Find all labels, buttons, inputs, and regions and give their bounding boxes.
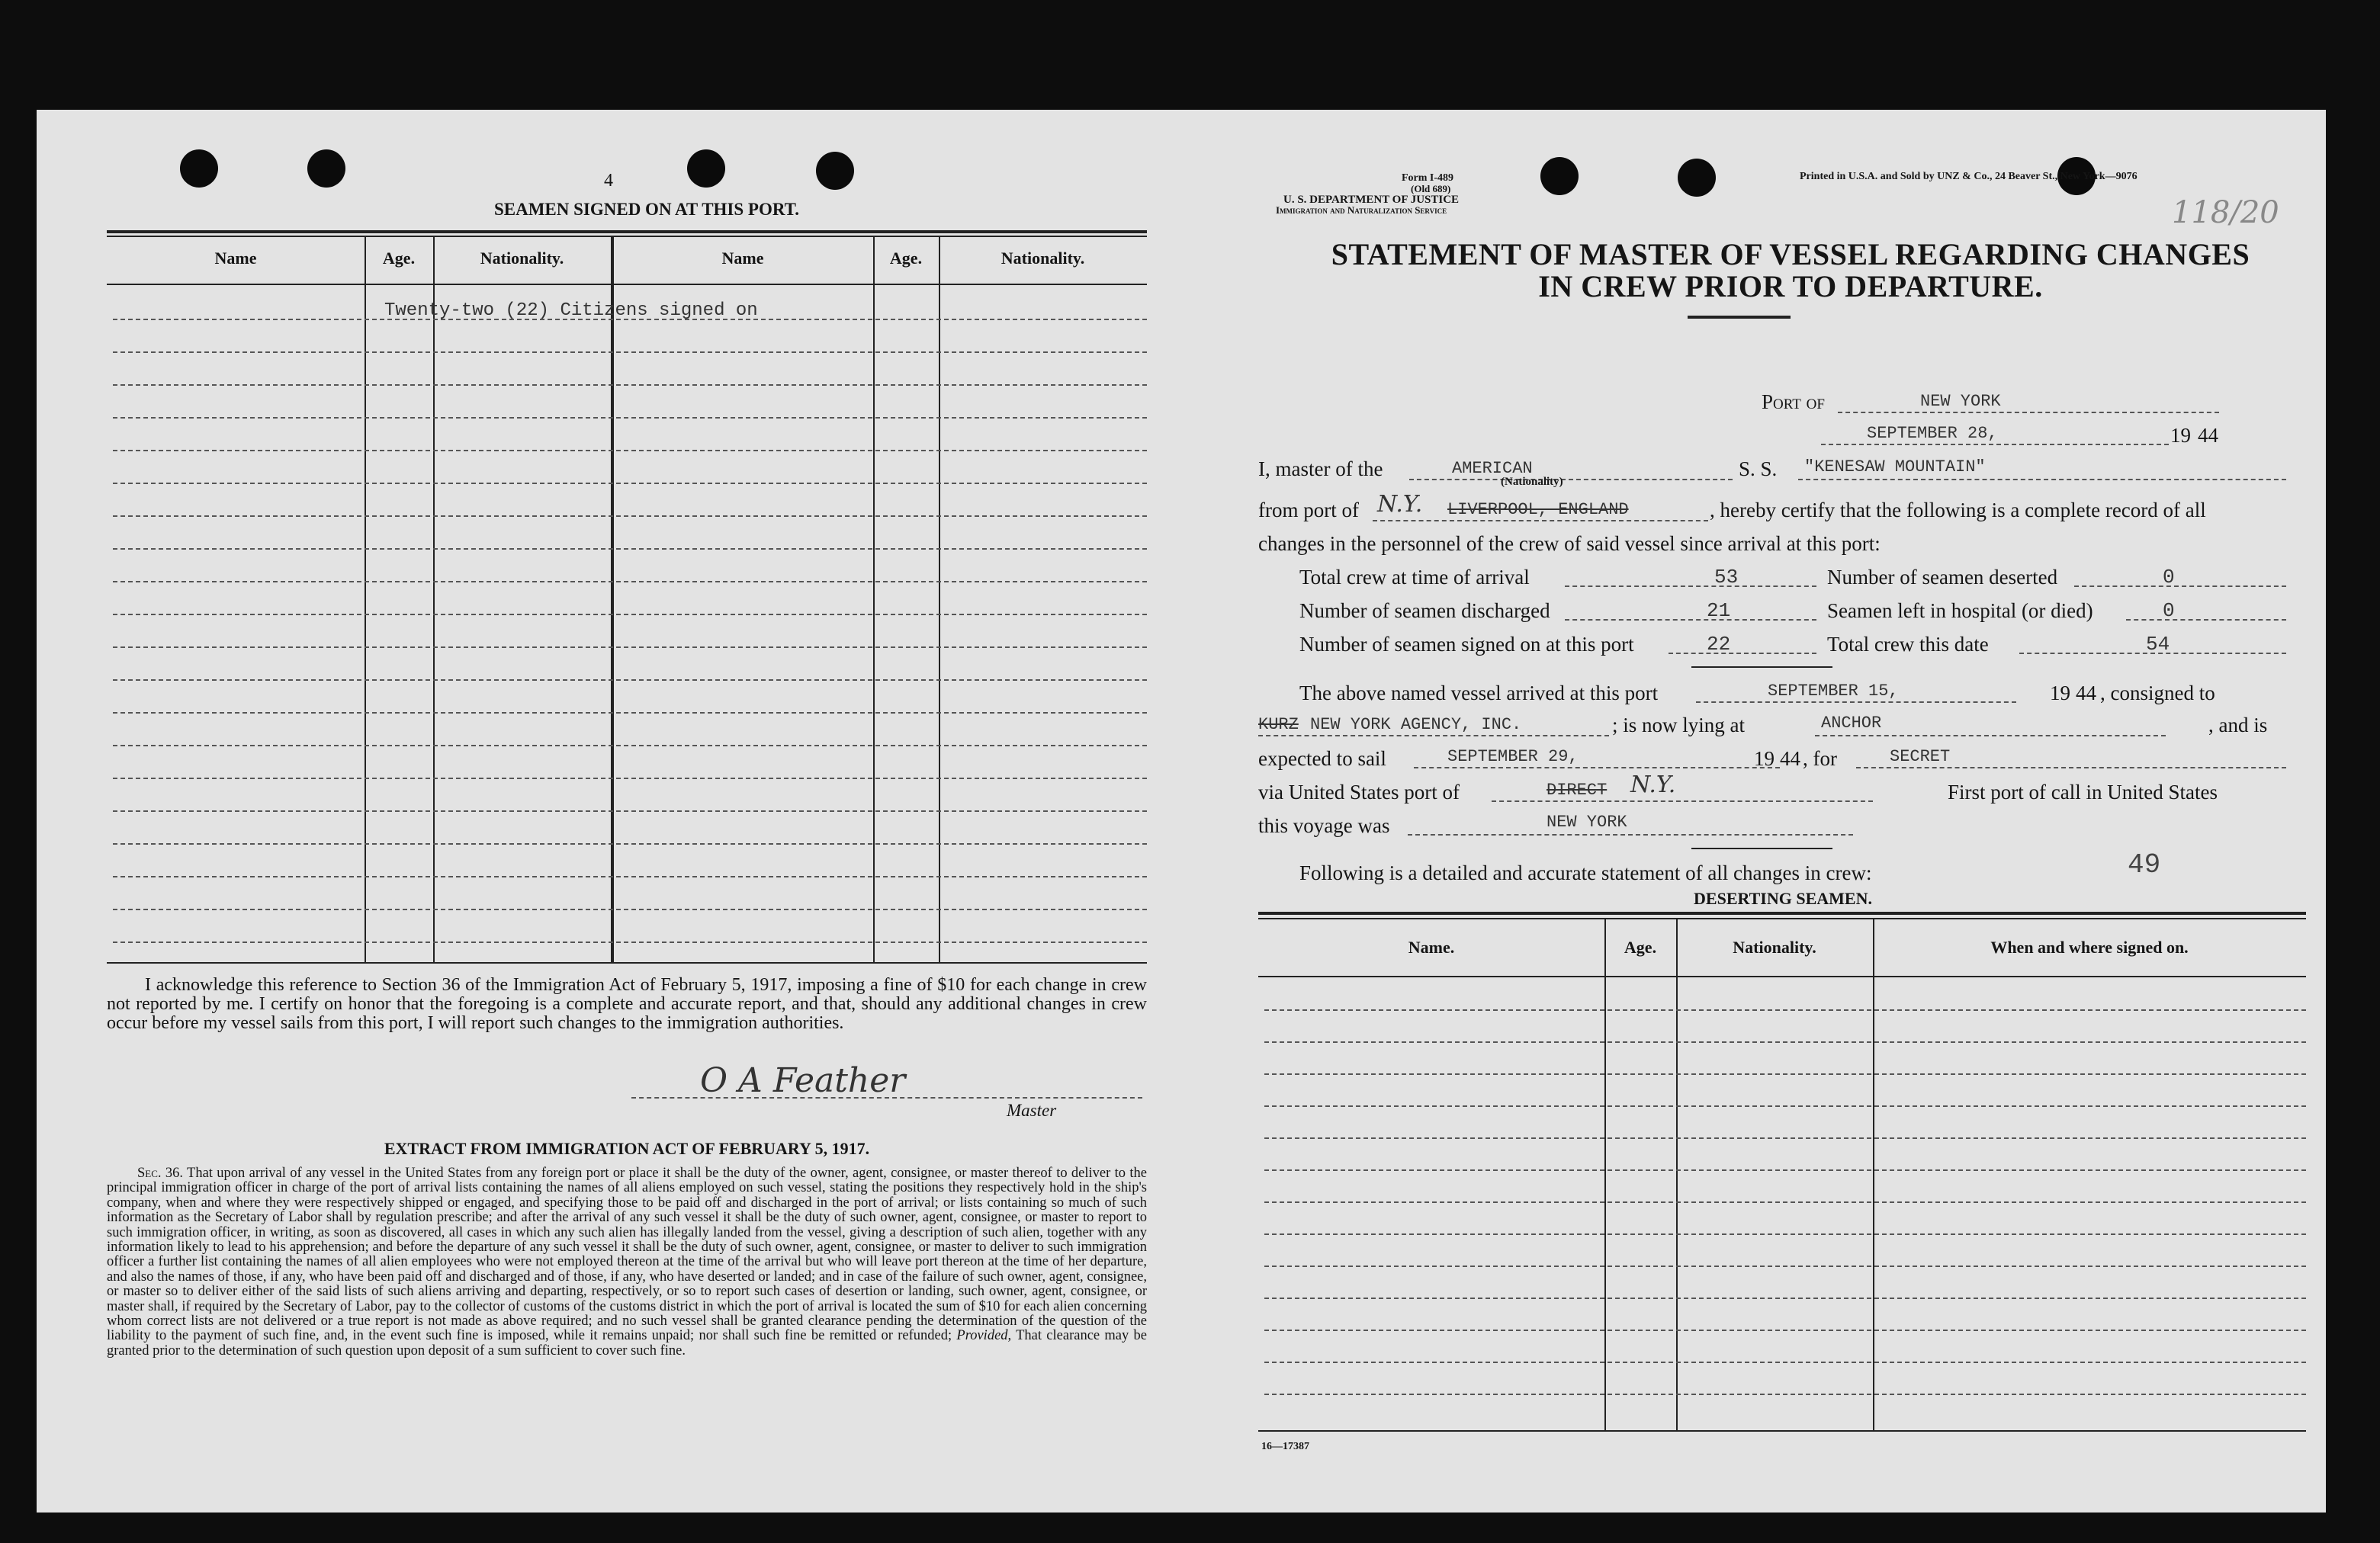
arrived-line: [1696, 701, 2016, 703]
deserting-row-line: [1264, 1009, 2306, 1011]
discharged-label: Number of seamen discharged: [1299, 599, 1550, 622]
table-header-rule: [107, 284, 1147, 285]
row-line: [113, 876, 1147, 877]
column-divider: [611, 236, 614, 964]
signed-on-value: 22: [1707, 633, 1731, 656]
row-line: [113, 581, 1147, 582]
title-underline: [1688, 316, 1791, 319]
extract-heading: EXTRACT FROM IMMIGRATION ACT OF FEBRUARY 5, 1917.: [384, 1139, 870, 1158]
table-top-rule-2: [107, 236, 1147, 237]
column-divider: [873, 236, 875, 964]
row-line: [113, 843, 1147, 845]
printer-credit: Printed in U.S.A. and Sold by UNZ & Co., 24 Beaver St., New York—9076: [1800, 171, 2138, 182]
form-number: Form I-489: [1402, 172, 1454, 184]
column-header-name: Name: [214, 249, 257, 268]
consigned-label: , consigned to: [2100, 682, 2215, 704]
section-label: Sec. 36.: [137, 1166, 183, 1181]
document-sheet: [37, 110, 2326, 1513]
date-line: [1821, 444, 2169, 445]
port-line: [1838, 412, 2219, 413]
column-header-name: Name: [721, 249, 764, 268]
total-date-value: 54: [2146, 633, 2170, 656]
row-line: [113, 942, 1147, 943]
page-number: 4: [604, 171, 613, 191]
sail-date-line: [1414, 767, 1780, 768]
voyage-value: NEW YORK: [1547, 813, 1627, 832]
column-header-age: Age.: [889, 249, 923, 268]
column-header-nationality: Nationality.: [480, 249, 564, 268]
total-arrival-value: 53: [1714, 566, 1739, 589]
form-title-line2: IN CREW PRIOR TO DEPARTURE.: [1538, 269, 2043, 303]
discharged-line: [1565, 619, 1816, 621]
punch-hole: [307, 149, 345, 188]
master-prefix: I, master of the: [1258, 457, 1383, 480]
year-prefix: 19: [2170, 424, 2191, 447]
extract-text: [107, 1166, 1147, 1359]
deserting-column-age: Age.: [1624, 938, 1657, 957]
master-label: Master: [1007, 1101, 1057, 1120]
year-value: 44: [2198, 424, 2218, 447]
form-old-number: (Old 689): [1411, 183, 1451, 194]
from-port-line: [1373, 520, 1708, 521]
from-port-handwritten: N.Y.: [1377, 491, 1423, 518]
signed-on-line: [1669, 653, 1816, 654]
destination-line: [1856, 767, 2286, 768]
department-name: U. S. DEPARTMENT OF JUSTICE: [1283, 194, 1460, 206]
consignee-line: [1258, 735, 1609, 736]
row-line: [113, 909, 1147, 910]
hospital-line: [2126, 619, 2286, 621]
via-label: via United States port of: [1258, 781, 1460, 804]
deserting-header-rule: [1258, 976, 2306, 977]
arrived-date: SEPTEMBER 15,: [1768, 682, 1899, 701]
arrived-prefix: The above named vessel arrived at this port: [1299, 682, 1659, 704]
column-divider: [365, 236, 366, 964]
deserting-bottom-rule: [1258, 1430, 2306, 1432]
first-port-label: First port of call in United States: [1948, 781, 2218, 804]
row-line: [113, 679, 1147, 681]
extract-tail: That clearance may be granted prior to the determination of such question upon deposit of a sum sufficient to cover such fine.: [107, 1328, 1148, 1359]
via-handwritten: N.Y.: [1630, 772, 1676, 798]
deserting-column-signed-on: When and where signed on.: [1990, 938, 2189, 957]
signature-line: [631, 1097, 1142, 1099]
deserting-row-line: [1264, 1105, 2306, 1107]
deserting-column-divider: [1676, 918, 1678, 1432]
vessel-name: "KENESAW MOUNTAIN": [1804, 457, 1986, 476]
stats-total-rule: [1691, 666, 1832, 668]
acknowledgment-text: I acknowledge this reference to Section 36 of the Immigration Act of February 5, 1917, imposing a fine of $10 for each change in crew not reported by me. I certify on honor that the foregoing is a complete and accurate report, and that, should any additional changes in crew occur before my vessel sails from this port, I will report such changes to the immigration authorities.: [107, 975, 1147, 1033]
deserting-row-line: [1264, 1041, 2306, 1043]
discharged-value: 21: [1707, 599, 1731, 622]
row-line: [113, 450, 1147, 451]
following-text: Following is a detailed and accurate statement of all changes in crew:: [1299, 861, 1872, 884]
total-arrival-line: [1565, 585, 1816, 587]
from-port-struck: LIVERPOOL, ENGLAND: [1447, 500, 1629, 519]
nationality-line: [1409, 479, 1733, 480]
deserting-column-divider: [1604, 918, 1606, 1432]
via-line: [1492, 800, 1873, 802]
deserted-label: Number of seamen deserted: [1827, 566, 2058, 589]
arrived-year: 44: [2076, 682, 2096, 704]
section-heading: SEAMEN SIGNED ON AT THIS PORT.: [493, 200, 800, 219]
voyage-line: [1408, 834, 1853, 836]
provided-label: Provided,: [956, 1328, 1012, 1344]
deserting-row-line: [1264, 1298, 2306, 1299]
master-signature: O A Feather: [700, 1061, 906, 1100]
sail-year: 44: [1780, 747, 1800, 770]
punch-hole: [180, 149, 218, 188]
footer-code: 16—17387: [1261, 1441, 1309, 1452]
lying-value: ANCHOR: [1821, 714, 1882, 733]
row-line: [113, 810, 1147, 812]
deserting-table-top-rule-2: [1258, 918, 2306, 919]
deserting-row-line: [1264, 1201, 2306, 1203]
deserting-column-name: Name.: [1408, 938, 1455, 957]
service-name: Immigration and Naturalization Service: [1276, 204, 1447, 216]
corner-note: 118/20: [2172, 195, 2279, 230]
deserting-column-divider: [1873, 918, 1874, 1432]
row-line: [113, 515, 1147, 517]
nationality-caption: (Nationality): [1501, 476, 1563, 488]
consignee-struck: KURZ: [1258, 715, 1299, 734]
total-arrival-label: Total crew at time of arrival: [1299, 566, 1530, 589]
table-top-rule: [107, 230, 1147, 233]
crew-entry: Twenty-two (22) Citizens signed on: [384, 300, 758, 321]
deserting-row-line: [1264, 1169, 2306, 1171]
deserted-value: 0: [2163, 566, 2175, 589]
port-label: Port of: [1762, 390, 1825, 413]
row-line: [113, 745, 1147, 746]
voyage-label: this voyage was: [1258, 814, 1390, 837]
stamp-number: 49: [2128, 849, 2161, 881]
certify-text: , hereby certify that the following is a complete record of all: [1710, 499, 2206, 521]
row-line: [113, 646, 1147, 648]
arrived-year-prefix: 19: [2050, 682, 2070, 704]
deserting-row-line: [1264, 1233, 2306, 1235]
row-line: [113, 483, 1147, 484]
consignee-value: NEW YORK AGENCY, INC.: [1310, 715, 1522, 734]
deserting-heading: DESERTING SEAMEN.: [1694, 889, 1872, 908]
lying-label: ; is now lying at: [1612, 714, 1745, 736]
date-value: SEPTEMBER 28,: [1867, 424, 1998, 443]
column-header-nationality: Nationality.: [1000, 249, 1085, 268]
extract-body: That upon arrival of any vessel in the United States from any foreign port or place it shall be the duty of the owner, agent, consignee, or master thereof to deliver to the principal immigration officer in charge of the port of arrival lists containing the names of all aliens employed on such vessel, stating the positions they respectively hold in the ship's company, when and where they were respectively shipped or engaged, and specifying those to be paid off and discharged in the port of arrival; or lists containing so much of such information as the Secretary of Labor shall by regulation prescribe; and after the arrival of any such vessel it shall be the duty of such owner, agent, consignee, or master to report to such immigration officer, in writing, as soon as discovered, all cases in which any such alien has illegally landed from the vessel, giving a description of such alien, together with any information likely to lead to his apprehension; and before the departure of any such vessel it shall be the duty of such owner, agent, consignee, or master to deliver to such immigration officer a further list containing the names of all alien employees who were not employed thereon at the time of the arrival but who will leave port thereon at the time of her departure, and also the names of those, if any, who have been paid off and discharged and of those, if any, who have deserted or landed; and in case of the failure of such owner, agent, consignee, or master so to deliver either of the said lists of such aliens arriving and departing, respectively, or so to report such cases of desertion or landing, such owner, agent, consignee, or master shall, if required by the Secretary of Labor, pay to the collector of customs of the customs district in which the port of arrival is located the sum of $10 for each alien concerning whom correct lists are not delivered or a true report is not made as above required; and no such vessel shall be granted clearance pending the determination of the question of the liability to the payment of such fine, and, in the event such fine is imposed, while it remains unpaid; nor shall such fine be remitted or refunded;: [107, 1166, 1147, 1344]
row-line: [113, 384, 1147, 386]
port-value: NEW YORK: [1920, 392, 2001, 411]
expected-label: expected to sail: [1258, 747, 1386, 770]
deserted-line: [2074, 585, 2286, 587]
voyage-rule: [1691, 848, 1832, 849]
deserting-row-line: [1264, 1394, 2306, 1395]
from-port-prefix: from port of: [1258, 499, 1359, 521]
deserting-row-line: [1264, 1362, 2306, 1363]
table-bottom-rule: [107, 962, 1147, 964]
ss-label: S. S.: [1739, 457, 1778, 480]
and-is-label: , and is: [2208, 714, 2268, 736]
punch-hole: [1678, 159, 1716, 197]
deserting-row-line: [1264, 1073, 2306, 1075]
deserting-column-nationality: Nationality.: [1733, 938, 1816, 957]
punch-hole: [1540, 157, 1579, 195]
row-line: [113, 417, 1147, 419]
row-line: [113, 778, 1147, 779]
via-struck: DIRECT: [1547, 781, 1608, 800]
deserting-table-top-rule: [1258, 912, 2306, 915]
row-line: [113, 712, 1147, 714]
hospital-value: 0: [2163, 599, 2175, 622]
row-line: [113, 548, 1147, 550]
deserting-row-line: [1264, 1330, 2306, 1331]
sail-date: SEPTEMBER 29,: [1447, 747, 1579, 766]
column-header-age: Age.: [382, 249, 416, 268]
deserting-row-line: [1264, 1137, 2306, 1139]
punch-hole: [687, 149, 725, 188]
column-divider: [939, 236, 940, 964]
punch-hole: [816, 152, 854, 190]
form-title-line1: STATEMENT OF MASTER OF VESSEL REGARDING CHANGES: [1331, 237, 2250, 271]
deserting-row-line: [1264, 1266, 2306, 1267]
nationality-value: AMERICAN: [1452, 459, 1533, 478]
row-line: [113, 351, 1147, 353]
destination-value: SECRET: [1890, 747, 1951, 766]
lying-line: [1815, 735, 2166, 736]
total-date-label: Total crew this date: [1827, 633, 1989, 656]
signed-on-label: Number of seamen signed on at this port: [1299, 633, 1634, 656]
changes-text: changes in the personnel of the crew of said vessel since arrival at this port:: [1258, 532, 1881, 555]
hospital-label: Seamen left in hospital (or died): [1827, 599, 2093, 622]
row-line: [113, 614, 1147, 615]
vessel-line: [1798, 479, 2286, 480]
column-divider: [433, 236, 435, 964]
for-label: , for: [1803, 747, 1837, 770]
sail-year-prefix: 19: [1754, 747, 1775, 770]
